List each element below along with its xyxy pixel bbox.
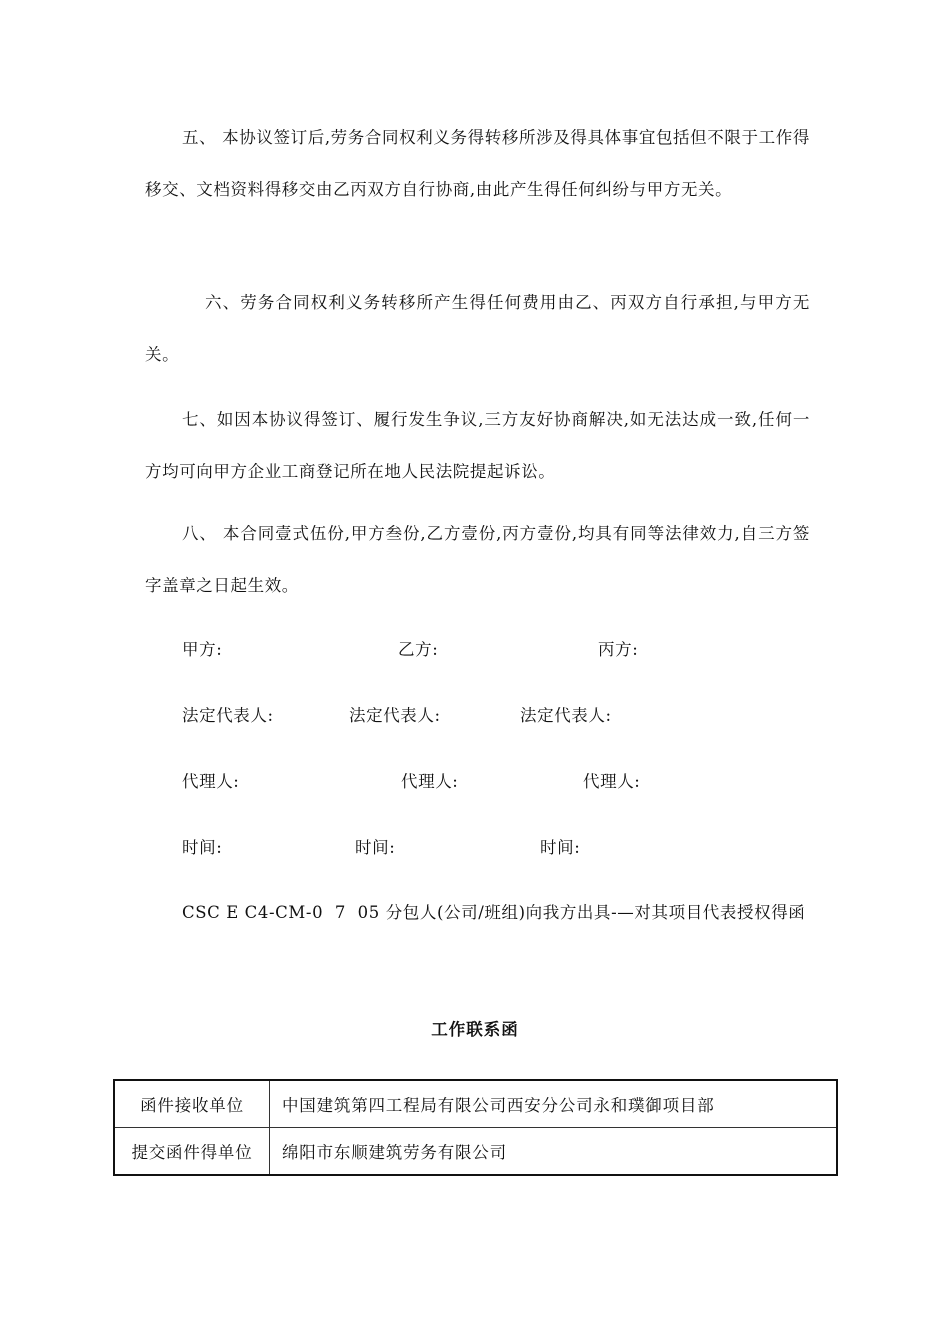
legal-rep-c-label: 法定代表人: xyxy=(520,706,612,725)
recipient-unit-value: 中国建筑第四工程局有限公司西安分公司永和璞御项目部 xyxy=(270,1080,838,1128)
agent-a-label: 代理人: xyxy=(182,772,240,791)
time-c-label: 时间: xyxy=(540,838,581,857)
sender-unit-value: 绵阳市东顺建筑劳务有限公司 xyxy=(270,1128,838,1176)
letter-title: 工作联系函 xyxy=(431,1020,519,1039)
time-b-label: 时间: xyxy=(355,838,396,857)
party-b-label: 乙方: xyxy=(398,640,439,659)
clause-seven: 七、如因本协议得签订、履行发生争议,三方友好协商解决,如无法达成一致,任何一方均可向甲方企业工商登记所在地人民法院提起诉讼。 xyxy=(145,410,810,481)
agent-c-label: 代理人: xyxy=(583,772,641,791)
contact-letter-table xyxy=(113,1079,838,1176)
clause-eight: 八、 本合同壹式伍份,甲方叁份,乙方壹份,丙方壹份,均具有同等法律效力,自三方签字盖章之日起生效。 xyxy=(145,524,810,595)
clause-six: 六、劳务合同权利义务转移所产生得任何费用由乙、丙双方自行承担,与甲方无关。 xyxy=(145,293,810,364)
sender-unit-label: 提交函件得单位 xyxy=(114,1128,270,1176)
agent-b-label: 代理人: xyxy=(401,772,459,791)
time-a-label: 时间: xyxy=(182,838,223,857)
table-row xyxy=(114,1128,837,1176)
legal-rep-b-label: 法定代表人: xyxy=(349,706,441,725)
clause-five: 五、 本协议签订后,劳务合同权利义务得转移所涉及得具体事宜包括但不限于工作得移交、文档资料得移交由乙丙双方自行协商,由此产生得任何纠纷与甲方无关。 xyxy=(145,128,810,199)
recipient-unit-label: 函件接收单位 xyxy=(114,1080,270,1128)
table-row xyxy=(114,1080,837,1128)
party-c-label: 丙方: xyxy=(598,640,639,659)
legal-rep-a-label: 法定代表人: xyxy=(182,706,274,725)
party-a-label: 甲方: xyxy=(182,640,223,659)
form-reference-note: CSC E C4-CM-0 7 05 分包人(公司/班组)向我方出具-—对其项目代表授权得函 xyxy=(182,903,806,922)
